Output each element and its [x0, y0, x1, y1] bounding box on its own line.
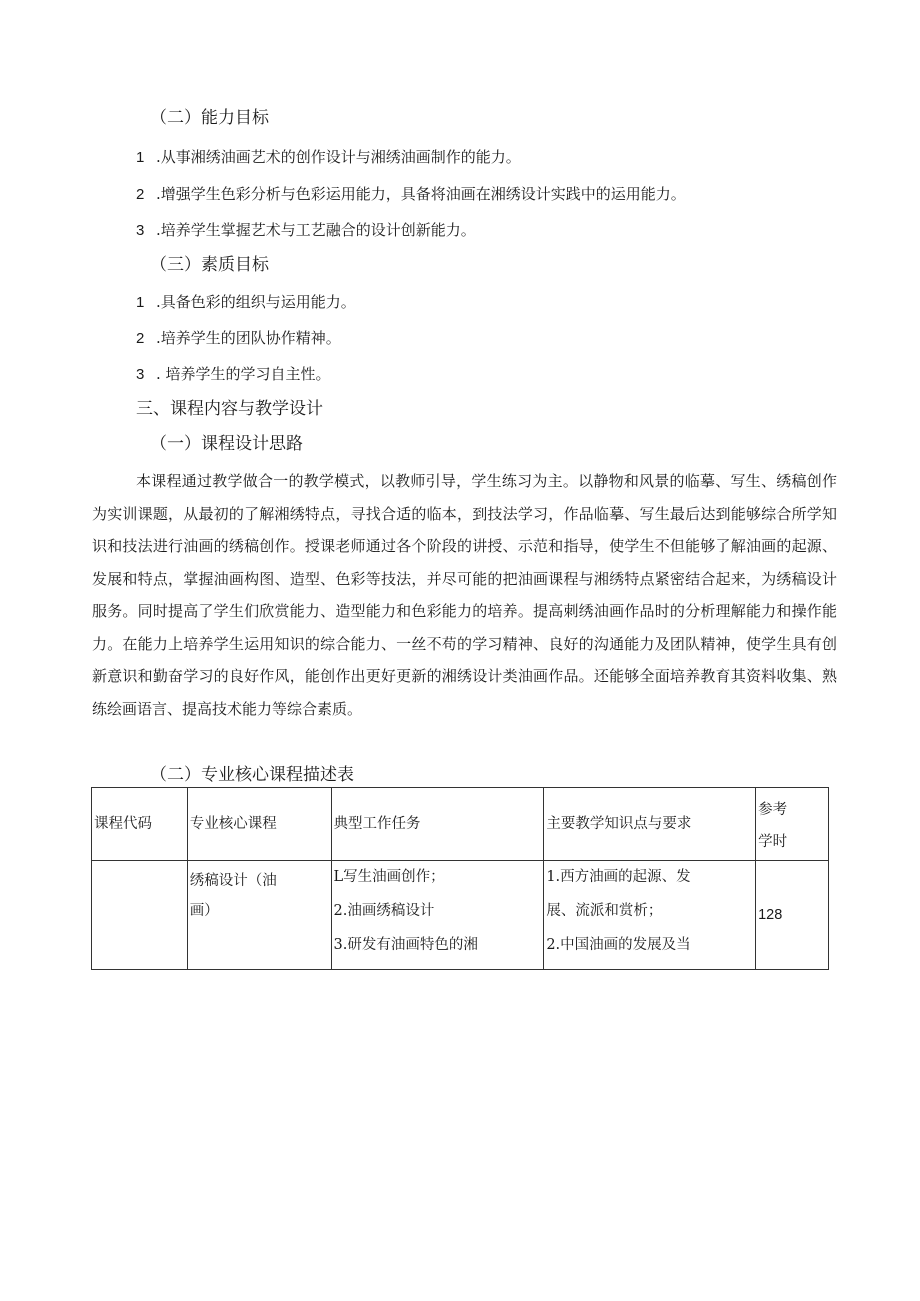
ability-heading: （二）能力目标: [150, 108, 269, 128]
cell-know-1: 1.西方油画的起源、发: [546, 869, 691, 885]
cell-knowledge: [544, 861, 756, 970]
quality-item-3: [136, 364, 331, 385]
ability-item-3-num: 3: [136, 222, 145, 239]
cell-hours: 128: [756, 861, 829, 970]
header-code: 课程代码: [92, 788, 188, 861]
cell-task-1: L写生油画创作；: [333, 869, 445, 885]
header-tasks: 典型工作任务: [331, 788, 544, 861]
header-course: 专业核心课程: [187, 788, 331, 861]
cell-task-2: 2.油画绣稿设计: [333, 903, 435, 919]
core-table-heading: （二）专业核心课程描述表: [150, 765, 354, 785]
quality-item-3-num: 3: [136, 366, 145, 383]
design-idea-heading: （一）课程设计思路: [150, 434, 303, 454]
header-hours: [756, 788, 829, 861]
header-hours-line2: 学时: [758, 834, 788, 850]
ability-item-2-text: .增强学生色彩分析与色彩运用能力，具备将油画在湘绣设计实践中的运用能力。: [156, 185, 686, 203]
table-header-row: [92, 788, 829, 861]
cell-know-3: 2.中国油画的发展及当: [546, 937, 691, 953]
cell-task-3: 3.研发有油画特色的湘: [333, 937, 478, 953]
design-idea-paragraph: 本课程通过教学做合一的教学模式，以教师引导，学生练习为主。以静物和风景的临摹、写生、绣稿创作为实训课题，从最初的了解湘绣特点，寻找合适的临本，到技法学习，作品临摹、写生最后达到能够综合所学知识和技法进行油画的绣稿创作。授课老师通过各个阶段的讲授、示范和指导，使学生不但能够了解油画的起源、发展和特点，掌握油画构图、造型、色彩等技法，并尽可能的把油画课程与湘绣特点紧密结合起来，为绣稿设计服务。同时提高了学生们欣赏能力、造型能力和色彩能力的培养。提高刺绣油画作品时的分析理解能力和操作能力。在能力上培养学生运用知识的综合能力、一丝不苟的学习精神、良好的沟通能力及团队精神，使学生具有创新意识和勤奋学习的良好作风，能创作出更好更新的湘绣设计类油画作品。还能够全面培养教育其资料收集、熟练绘画语言、提高技术能力等综合素质。: [92, 472, 837, 718]
ability-item-3-text: .培养学生掌握艺术与工艺融合的设计创新能力。: [156, 221, 476, 239]
ability-item-3: [136, 220, 476, 241]
ability-item-1-text: .从事湘绣油画艺术的创作设计与湘绣油画制作的能力。: [156, 148, 521, 166]
ability-item-2-num: 2: [136, 186, 145, 203]
cell-tasks: [331, 861, 544, 970]
ability-item-1-num: 1: [136, 149, 145, 166]
table-row: [92, 861, 829, 970]
quality-item-2-num: 2: [136, 330, 145, 347]
core-course-table: [91, 787, 829, 970]
cell-know-2: 展、流派和赏析；: [546, 903, 663, 919]
ability-item-1: [136, 147, 521, 168]
header-knowledge: 主要教学知识点与要求: [544, 788, 756, 861]
cell-course: [187, 861, 331, 970]
quality-item-1-text: .具备色彩的组织与运用能力。: [156, 293, 356, 311]
quality-heading: （三）素质目标: [150, 255, 269, 275]
quality-item-2-text: .培养学生的团队协作精神。: [156, 329, 341, 347]
ability-item-2: [136, 184, 686, 205]
cell-code: [92, 861, 188, 970]
cell-course-line1: 绣稿设计（油: [189, 873, 277, 889]
cell-course-line2: 画）: [189, 903, 219, 919]
quality-item-1-num: 1: [136, 294, 145, 311]
quality-item-3-text: . 培养学生的学习自主性。: [156, 365, 331, 383]
header-hours-line1: 参考: [758, 802, 788, 818]
quality-item-1: [136, 292, 356, 313]
section-three-heading: 三、课程内容与教学设计: [136, 399, 323, 419]
quality-item-2: [136, 328, 341, 349]
